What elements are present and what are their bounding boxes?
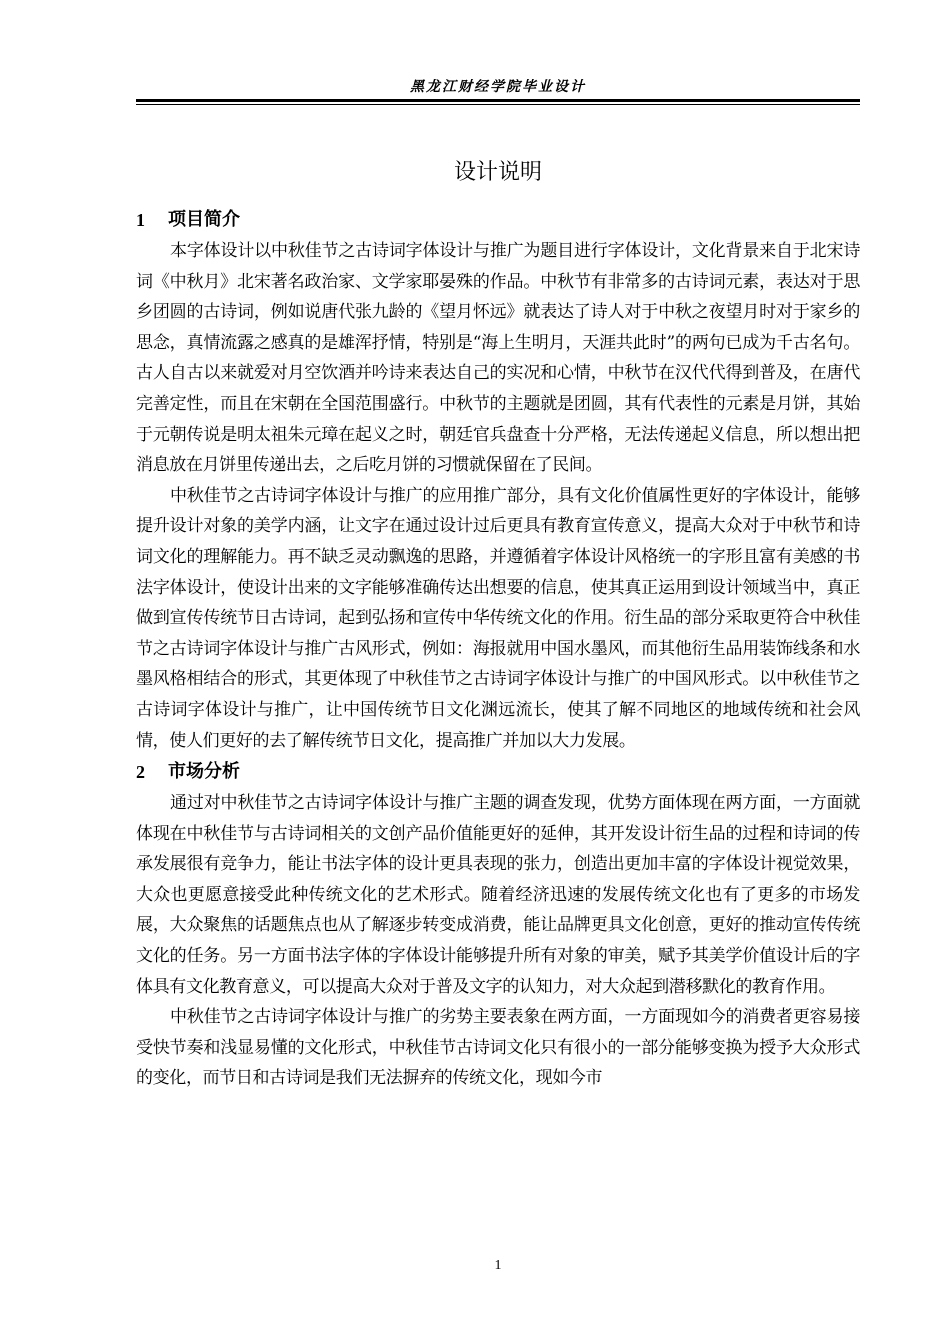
- document-title: 设计说明: [453, 160, 542, 185]
- document-body: [136, 204, 860, 1094]
- section-title: 项目简介: [168, 209, 240, 230]
- header-rule-thick: [136, 99, 860, 102]
- paragraph: 本字体设计以中秋佳节之古诗词字体设计与推广为题目进行字体设计，文化背景来自于北宋诗词《中秋月》北宋著名政治家、文学家耶晏殊的作品。中秋节有非常多的古诗词元素，表达对于思乡团圆的古诗词，例如说唐代张九龄的《望月怀远》就表达了诗人对于中秋之夜望月时对于家乡的思念，真情流露之感真的是雄浑抒情，特别是“海上生明月，天涯共此时”的两句已成为千古名句。古人自古以来就爱对月空饮酒并吟诗来表达自己的实况和心情，中秋节在汉代代得到普及，在唐代完善定性，而且在宋朝在全国范围盛行。中秋节的主题就是团圆，其有代表性的元素是月饼，其始于元朝传说是明太祖朱元璋在起义之时，朝廷官兵盘查十分严格，无法传递起义信息，所以想出把消息放在月饼里传递出去，之后吃月饼的习惯就保留在了民间。: [136, 241, 860, 476]
- paragraph: 中秋佳节之古诗词字体设计与推广的应用推广部分，具有文化价值属性更好的字体设计，能够提升设计对象的美学内涵，让文字在通过设计过后更具有教育宣传意义，提高大众对于中秋节和诗词文化的理解能力。再不缺乏灵动飘逸的思路，并遵循着字体设计风格统一的字形且富有美感的书法字体设计，使设计出来的文字能够准确传达出想要的信息，使其真正运用到设计领域当中，真正做到宣传传统节日古诗词，起到弘扬和宣传中华传统文化的作用。衍生品的部分采取更符合中秋佳节之古诗词字体设计与推广古风形式，例如：海报就用中国水墨风，而其他衍生品用装饰线条和水墨风格相结合的形式，其更体现了中秋佳节之古诗词字体设计与推广的中国风形式。以中秋佳节之古诗词字体设计与推广，让中国传统节日文化渊远流长，使其了解不同地区的地域传统和社会风情，使人们更好的去了解传统节日文化，提高推广并加以大力发展。: [136, 485, 860, 751]
- paragraph: 通过对中秋佳节之古诗词字体设计与推广主题的调查发现，优势方面体现在两方面，一方面就体现在中秋佳节与古诗词相关的文创产品价值能更好的延伸，其开发设计衍生品的过程和诗词的传承发展很有竞争力，能让书法字体的设计更具表现的张力，创造出更加丰富的字体设计视觉效果，大众也更愿意接受此种传统文化的艺术形式。随着经济迅速的发展传统文化也有了更多的市场发展，大众聚焦的话题焦点也从了解逐步转变成消费，能让品牌更具文化创意，更好的推动宣传传统文化的任务。另一方面书法字体的字体设计能够提升所有对象的审美，赋予其美学价值设计后的字体具有文化教育意义，可以提高大众对于普及文字的认知力，对大众起到潜移默化的教育作用。: [136, 793, 860, 997]
- paragraph: 中秋佳节之古诗词字体设计与推广的劣势主要表象在两方面，一方面现如今的消费者更容易接受快节奏和浅显易懂的文化形式，中秋佳节古诗词文化只有很小的一部分能够变换为授予大众形式的变化，而节日和古诗词是我们无法摒弃的传统文化，现如今市: [136, 1007, 860, 1089]
- section-heading: [136, 204, 860, 236]
- section-heading: [136, 756, 860, 788]
- section-number: 2: [136, 762, 145, 783]
- page-number: 1: [494, 1258, 502, 1273]
- section-title: 市场分析: [168, 761, 240, 783]
- header-rule-thin: [136, 104, 860, 105]
- page-header: 黑龙江财经学院毕业设计: [410, 79, 586, 95]
- section-number: 1: [136, 210, 145, 230]
